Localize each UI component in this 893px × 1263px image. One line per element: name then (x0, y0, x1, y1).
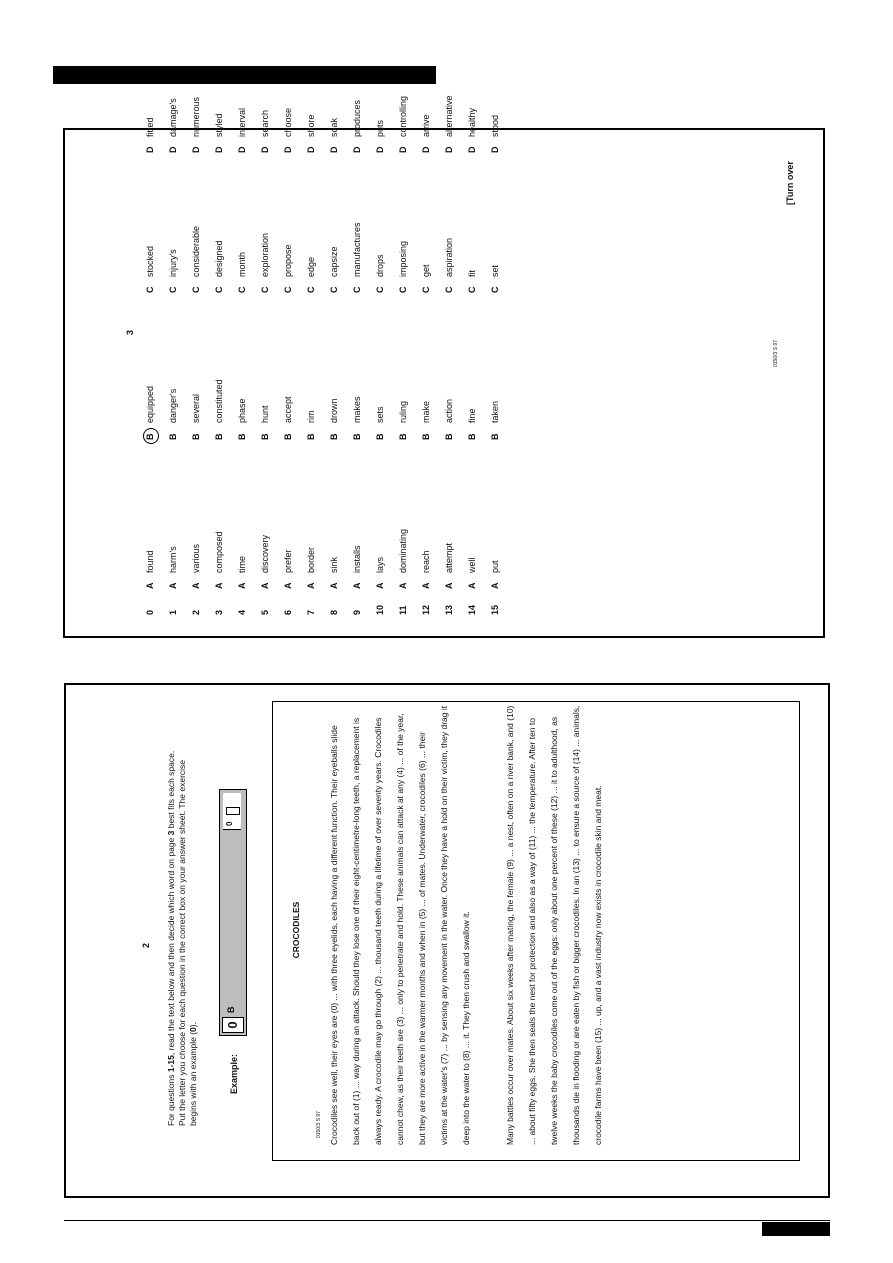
option-b: several (191, 393, 201, 423)
option-d: healthy (467, 107, 477, 137)
option-letter-a: A (398, 582, 408, 589)
page-number-2: 2 (141, 942, 151, 948)
option-c: get (421, 264, 431, 277)
option-c: capsize (329, 246, 339, 277)
footer-black-bar (762, 1222, 830, 1236)
option-d: choose (283, 107, 293, 137)
option-c: propose (283, 244, 293, 277)
page-2-rotated-content (66, 685, 832, 1196)
option-d: puts (375, 119, 385, 137)
option-letter-d: D (375, 146, 385, 153)
option-c: stocked (145, 245, 155, 277)
page-2-text (64, 683, 830, 1198)
option-a: put (490, 560, 500, 573)
option-a: installs (352, 545, 362, 573)
option-letter-b: B (237, 433, 247, 440)
option-b: make (421, 400, 431, 423)
option-b: equipped (145, 385, 155, 423)
option-a: lays (375, 556, 385, 573)
option-letter-d: D (283, 146, 293, 153)
option-c: injury's (168, 249, 178, 277)
option-letter-b: B (398, 433, 408, 440)
option-letter-a: A (421, 582, 431, 589)
option-letter-c: C (375, 286, 385, 293)
question-number: 5 (260, 609, 270, 615)
option-d: fitted (145, 117, 155, 137)
option-d: produces (352, 99, 362, 137)
option-letter-d: D (145, 146, 155, 153)
option-b: fine (467, 408, 477, 423)
option-letter-c: C (398, 286, 408, 293)
option-d: damage's (168, 98, 178, 137)
option-c: fit (467, 269, 477, 277)
example-mark-number: 0 (225, 821, 234, 826)
option-letter-c: C (306, 286, 316, 293)
option-a: sink (329, 556, 339, 573)
option-b: makes (352, 396, 362, 423)
question-row (168, 0, 184, 615)
option-c: imposing (398, 240, 408, 277)
option-a: reach (421, 550, 431, 573)
option-b: taken (490, 400, 500, 423)
question-number: 8 (329, 609, 339, 615)
question-row (214, 0, 230, 615)
option-letter-d: D (168, 146, 178, 153)
option-c: manufactures (352, 222, 362, 277)
option-letter-b: B (168, 433, 178, 440)
option-c: aspiration (444, 237, 454, 277)
option-c: set (490, 264, 500, 277)
option-letter-b: B (283, 433, 293, 440)
answer-circle (143, 428, 159, 444)
option-a: prefer (283, 549, 293, 573)
question-number: 6 (283, 609, 293, 615)
option-d: interval (237, 107, 247, 137)
option-letter-b: B (467, 433, 477, 440)
option-d: styled (214, 113, 224, 137)
option-a: time (237, 555, 247, 573)
option-letter-c: C (467, 286, 477, 293)
option-d: numerous (191, 96, 201, 137)
option-letter-a: A (168, 582, 178, 589)
page-3-answer-options (63, 95, 825, 638)
option-letter-a: A (306, 582, 316, 589)
option-d: shore (306, 114, 316, 137)
question-row (398, 0, 414, 615)
passage-paragraph-2: Many battles occur over mates. About six weeks after mating, the female (9) ... a nest, often on a river bank, and (10) ... about fifty eggs. She then seals the nest for protection and also as a way of (11) ... the temperature. After ten to twelve weeks the baby crocodiles come out of the eggs: only about one percent of these (12) ... it to adulthood, as thousands die in flooding or are eaten by fish or bigger crocodiles. In an (13) ... to ensure a source of (14) ... animals, crocodile farms have been (15) ... up, and a vast industry now exists in crocodile skin and meat. (505, 705, 603, 1145)
option-letter-b: B (490, 433, 500, 440)
option-letter-d: D (191, 146, 201, 153)
option-c: exploration (260, 232, 270, 277)
option-d: search (260, 109, 270, 137)
option-letter-a: A (237, 582, 247, 589)
option-letter-d: D (421, 146, 431, 153)
option-d: controlling (398, 95, 408, 137)
option-b: drown (329, 398, 339, 423)
option-letter-a: A (490, 582, 500, 589)
option-letter-b: B (214, 433, 224, 440)
question-row (306, 0, 322, 615)
example-number: 0 (222, 1017, 244, 1033)
option-d: stood (490, 114, 500, 137)
option-letter-c: C (352, 286, 362, 293)
option-letter-c: C (329, 286, 339, 293)
option-letter-a: A (329, 582, 339, 589)
option-letter-c: C (490, 286, 500, 293)
option-b: action (444, 398, 454, 423)
option-letter-b: B (352, 433, 362, 440)
turn-over-label: [Turn over (785, 161, 795, 205)
option-a: attempt (444, 542, 454, 573)
option-letter-c: C (191, 286, 201, 293)
question-number: 2 (191, 609, 201, 615)
question-number: 0 (145, 609, 155, 615)
passage-body (323, 705, 631, 1145)
question-row (283, 0, 299, 615)
example-answer-box (219, 789, 247, 1036)
instructions: For questions 1-15, read the text below and then decide which word on page 3 best fits each space. Put the letter you choose for each question in the correct box on your answer sheet. The exercise begins with an example (0). (166, 750, 198, 1126)
option-letter-c: C (214, 286, 224, 293)
option-c: considerable (191, 225, 201, 277)
question-row (329, 0, 345, 615)
example-label: Example: (229, 1053, 239, 1094)
example-mark-cell (226, 807, 240, 815)
question-row (237, 0, 253, 615)
option-letter-c: C (444, 286, 454, 293)
example-answer: B (226, 1006, 236, 1013)
option-letter-d: D (444, 146, 454, 153)
question-number: 13 (444, 604, 454, 615)
question-number: 10 (375, 604, 385, 615)
question-row (444, 0, 460, 615)
question-number: 3 (214, 609, 224, 615)
passage-paragraph-1: Crocodiles see well, their eyes are (0) ... with three eyelids, each having a different function. Their eyeballs slide back out of (1) ... way during an attack. Should they lose one of their eight-centimetre-long teeth, a replacement is always ready. A crocodile may go through (2) ... thousand teeth during a lifetime of over seventy years. Crocodiles cannot chew, as their teeth are (3) ... only to penetrate and hold. These animals can attack at any (4) ... of the year, but they are more active in the warmer months and when in (5) ... of mates. Underwater, crocodiles (6) ... their victims at the water's (7) ... by sensing any movement in the water. Once they have a hold on their victim, they drag it deep into the water to (8) ... it. They then crush and swallow it. (329, 705, 471, 1145)
option-letter-c: C (283, 286, 293, 293)
option-c: drops (375, 254, 385, 277)
option-letter-d: D (467, 146, 477, 153)
option-letter-d: D (214, 146, 224, 153)
option-letter-c: C (168, 286, 178, 293)
question-row (352, 0, 368, 615)
option-letter-a: A (191, 582, 201, 589)
option-letter-c: C (237, 286, 247, 293)
footer-rule (64, 1220, 830, 1221)
option-letter-a: A (467, 582, 477, 589)
question-number: 1 (168, 609, 178, 615)
question-row (145, 0, 161, 615)
page-number-3: 3 (125, 329, 135, 335)
option-letter-a: A (444, 582, 454, 589)
option-letter-c: C (421, 286, 431, 293)
option-letter-a: A (375, 582, 385, 589)
option-b: hunt (260, 405, 270, 423)
option-letter-c: C (260, 286, 270, 293)
option-b: ruling (398, 400, 408, 423)
question-number: 14 (467, 604, 477, 615)
option-letter-a: A (283, 582, 293, 589)
option-b: phase (237, 398, 247, 423)
page-3-code: 0150/3 S 97 (773, 340, 779, 367)
option-letter-a: A (214, 582, 224, 589)
option-a: well (467, 557, 477, 573)
option-letter-b: B (421, 433, 431, 440)
option-letter-b: B (375, 433, 385, 440)
question-row (375, 0, 391, 615)
question-number: 12 (421, 604, 431, 615)
question-number: 11 (398, 605, 408, 615)
option-b: danger's (168, 388, 178, 423)
question-row (421, 0, 437, 615)
example-mark-box (223, 793, 241, 830)
page-3-rotated-content (105, 95, 805, 615)
option-a: found (145, 550, 155, 573)
option-letter-d: D (398, 146, 408, 153)
option-d: arrive (421, 114, 431, 137)
option-a: composed (214, 531, 224, 573)
option-letter-d: D (329, 146, 339, 153)
option-letter-a: A (260, 582, 270, 589)
option-d: soak (329, 117, 339, 137)
option-c: month (237, 251, 247, 277)
passage-title: CROCODILES (291, 901, 301, 959)
question-row (467, 0, 483, 615)
option-letter-b: B (145, 434, 155, 441)
option-letter-a: A (352, 582, 362, 589)
option-a: various (191, 543, 201, 573)
option-b: accept (283, 396, 293, 423)
option-c: edge (306, 256, 316, 277)
question-number: 4 (237, 609, 247, 615)
option-letter-d: D (352, 146, 362, 153)
question-row (490, 0, 506, 615)
option-b: sets (375, 406, 385, 423)
option-letter-b: B (444, 433, 454, 440)
question-row (191, 0, 207, 615)
option-letter-d: D (260, 146, 270, 153)
option-letter-c: C (145, 286, 155, 293)
option-letter-b: B (329, 433, 339, 440)
option-a: discovery (260, 534, 270, 573)
option-letter-b: B (306, 433, 316, 440)
option-letter-d: D (306, 146, 316, 153)
question-row (260, 0, 276, 615)
option-letter-d: D (490, 146, 500, 153)
option-b: constituted (214, 379, 224, 423)
crocodiles-text-box (272, 701, 800, 1161)
question-number: 9 (352, 609, 362, 615)
option-c: designed (214, 240, 224, 277)
option-letter-d: D (237, 146, 247, 153)
page-2-code: 0150/3 S 97 (316, 1111, 322, 1138)
question-number: 15 (490, 604, 500, 615)
option-letter-a: A (145, 582, 155, 589)
option-a: border (306, 546, 316, 573)
option-letter-b: B (191, 433, 201, 440)
option-a: harm's (168, 546, 178, 573)
option-a: dominating (398, 528, 408, 573)
option-letter-b: B (260, 433, 270, 440)
question-number: 7 (306, 609, 316, 615)
option-b: rim (306, 410, 316, 423)
option-d: alternative (444, 95, 454, 137)
